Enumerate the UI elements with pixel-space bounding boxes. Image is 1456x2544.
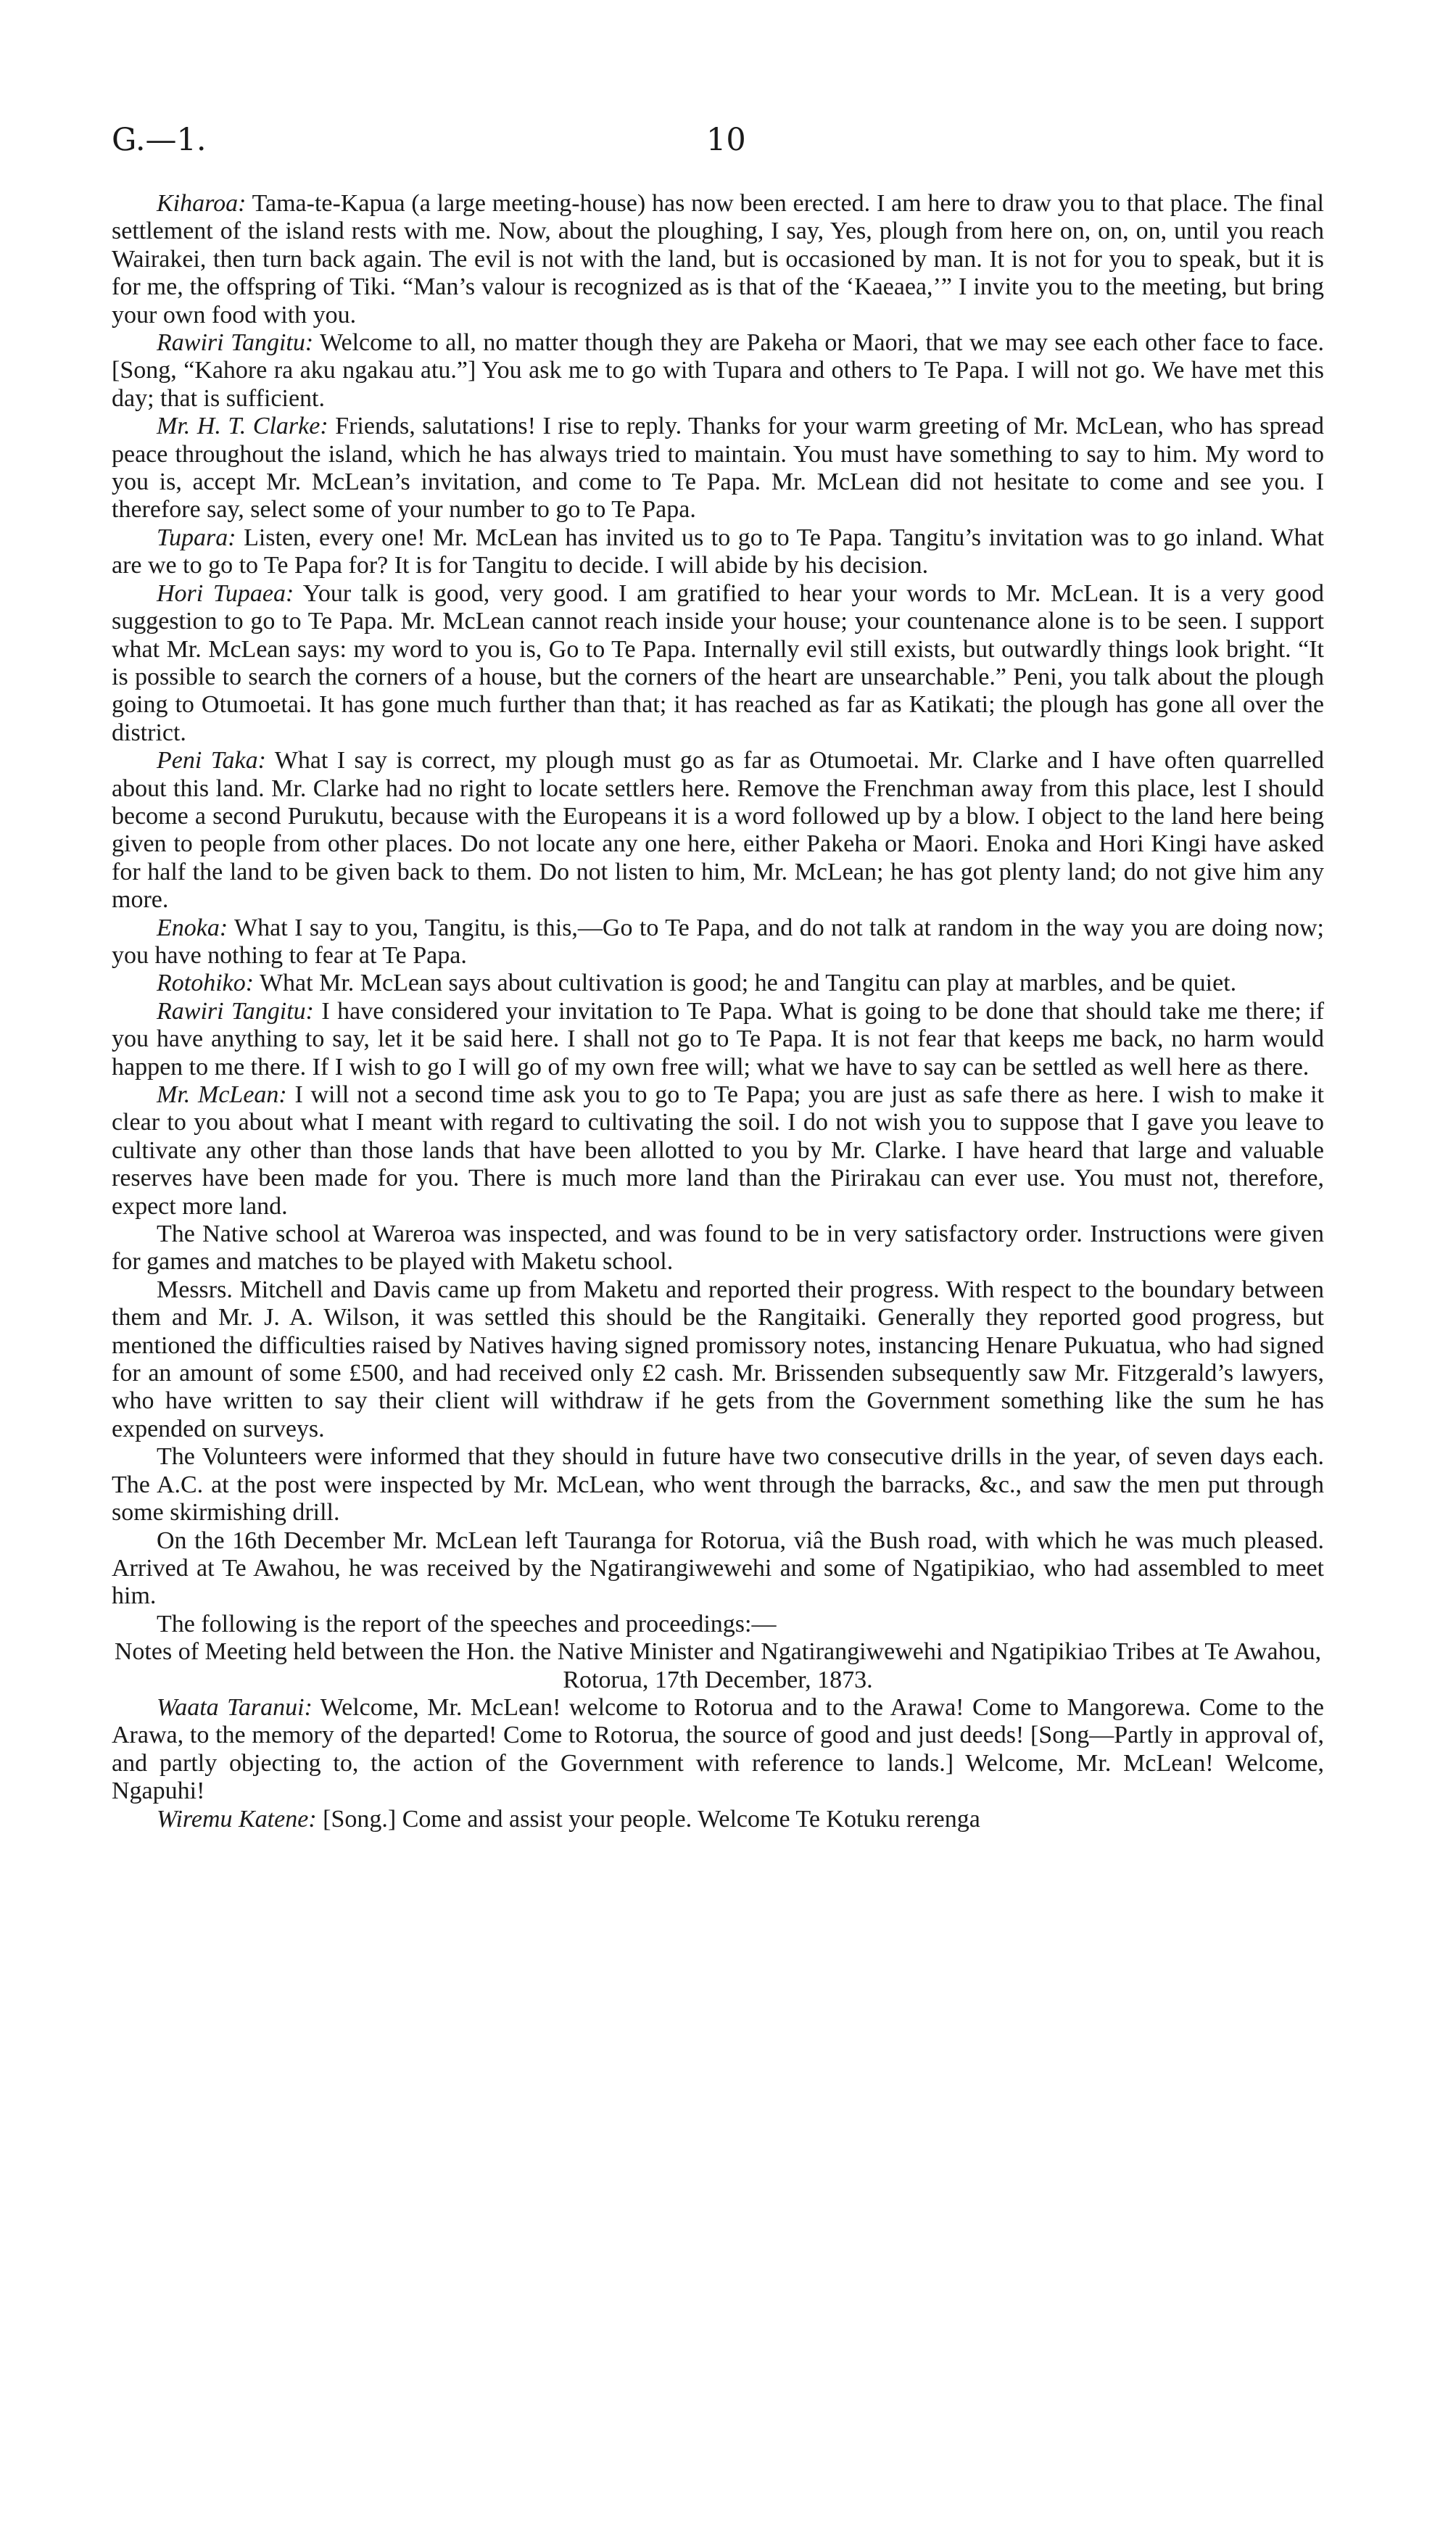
paragraph-text: The Native school at Wareroa was inspected, and was found to be in very satisfactory order. Instructions were given for games and matches to be played with Maketu school. [112,1221,1324,1276]
paragraph [112,914,1324,970]
paragraph [112,998,1324,1081]
notes-heading: Notes of Meeting held between the Hon. the Native Minister and Ngatirangiwewehi and Ngatipikiao Tribes at Te Awahou, Rotorua, 17th December, 1873. [114,1638,1322,1693]
speaker-name: Kiharoa: [157,190,247,217]
page-header [112,122,1330,165]
paragraph [112,1081,1324,1221]
paragraph [112,1443,1324,1527]
paragraph [112,970,1324,997]
page-number: 10 [706,122,746,158]
paragraph [112,747,1324,914]
document-reference: G.—1. [112,122,207,158]
paragraph [112,1611,1324,1638]
paragraph-text: Listen, every one! Mr. McLean has invited us to go to Te Papa. Tangitu’s invitation was to go inland. What are we to go to Te Papa for? It is for Tangitu to decide. I will abide by his decision. [112,524,1324,579]
paragraph [112,329,1324,413]
speaker-name: Mr. H. T. Clarke: [157,413,328,440]
paragraph-text: Welcome, Mr. McLean! welcome to Rotorua and to the Arawa! Come to Mangorewa. Come to the Arawa, to the memory of the departed! Come to Rotorua, the source of good and just deeds! [Song—Partly in approval of, and partly objecting to, the action of the Government with reference to lands.] Welcome, Mr. McLean! Welcome, Ngapuhi! [112,1693,1324,1805]
speaker-name: Rotohiko: [157,970,255,997]
speaker-name: Hori Tupaea: [157,579,294,607]
speaker-name: Rawiri Tangitu: [157,329,314,357]
paragraph-text: Your talk is good, very good. I am gratified to hear your words to Mr. McLean. It is a very good suggestion to go to Te Papa. Mr. McLean cannot reach inside your house; your countenance alone is to be seen. I support what Mr. McLean says: my word to you is, Go to Te Papa. Internally evil still exists, but outwardly things look bright. “It is possible to search the corners of a house, but the corners of the heart are unsearchable.” Peni, you talk about the plough going to Otumoetai. It has gone much further than that; it has reached as far as Katikati; the plough has gone all over the district. [112,579,1324,746]
paragraph [112,190,1324,329]
paragraph-text: What I say to you, Tangitu, is this,—Go to Te Papa, and do not talk at random in the way you are doing now; you have nothing to fear at Te Papa. [112,914,1324,969]
speaker-name: Waata Taranui: [157,1693,313,1721]
paragraph-text: The following is the report of the speeches and proceedings:— [157,1610,777,1638]
speaker-name: Rawiri Tangitu: [157,997,314,1025]
paragraph-text: Welcome to all, no matter though they are Pakeha or Maori, that we may see each other face to face. [Song, “Kahore ra aku ngakau atu.”] You ask me to go with Tupara and others to Te Papa. I will not go. We have met this day; that is sufficient. [112,329,1325,412]
paragraph-text: Friends, salutations! I rise to reply. Thanks for your warm greeting of Mr. McLean, who has spread peace throughout the island, which he has always tried to maintain. You must have something to say to him. My word to you is, accept Mr. McLean’s invitation, and come to Te Papa. Mr. McLean did not hesitate to come and see you. I therefore say, select some of your number to go to Te Papa. [112,413,1325,524]
speaker-name: Peni Taka: [157,747,266,775]
speaker-name: Tupara: [157,524,236,551]
paragraph-text: What Mr. McLean says about cultivation is good; he and Tangitu can play at marbles, and be quiet. [259,970,1237,997]
paragraph-text: What I say is correct, my plough must go as far as Otumoetai. Mr. Clarke and I have often quarrelled about this land. Mr. Clarke had no right to locate settlers here. Remove the Frenchman away from this place, lest I should become a second Purukutu, because with the Europeans it is a word followed up by a blow. I object to the land here being given to people from other places. Do not locate any one here, either Pakeha or Maori. Enoka and Hori Kingi have asked for half the land to be given back to them. Do not listen to him, Mr. McLean; he has got plenty land; do not give him any more. [112,747,1324,914]
paragraph-text: Messrs. Mitchell and Davis came up from Maketu and reported their progress. With respect to the boundary between them and Mr. J. A. Wilson, it was settled this should be the Rangitaiki. Generally they reported good progress, but mentioned the difficulties raised by Natives having signed promissory notes, instancing Henare Pukuatua, who had signed for an amount of some £500, and had received only £2 cash. Mr. Brissenden subsequently saw Mr. Fitzgerald’s lawyers, who have written to say their client will withdraw if he gets from the Government something like the sum he has expended on surveys. [112,1276,1324,1442]
paragraph [112,580,1324,747]
paragraph-text: The Volunteers were informed that they should in future have two consecutive drills in the year, of seven days each. The A.C. at the post were inspected by Mr. McLean, who went through the barracks, &c., and saw the men put through some skirmishing drill. [112,1443,1324,1527]
paragraph-text: [Song.] Come and assist your people. Welcome Te Kotuku rerenga [323,1805,980,1833]
paragraph [112,524,1324,580]
speaker-name: Mr. McLean: [157,1081,287,1108]
paragraph [112,413,1324,524]
paragraph-text: Tama-te-Kapua (a large meeting-house) has now been erected. I am here to draw you to that place. The final settlement of the island rests with me. Now, about the ploughing, I say, Yes, plough from here on, on, on, until you reach Wairakei, then turn back again. The evil is not with the land, but is occasioned by man. It is not for you to speak, but it is for me, the offspring of Tiki. “Man’s valour is recognized as is that of the ‘Kaeaea,’” I invite you to the meeting, but bring your own food with you. [112,190,1325,329]
paragraph [112,1527,1324,1611]
speaker-name: Enoka: [157,914,228,941]
paragraph-text: I have considered your invitation to Te Papa. What is going to be done that should take me there; if you have anything to say, let it be said here. I shall not go to Te Papa. It is not fear that keeps me back, no harm would happen to me there. If I wish to go I will go of my own free will; what we have to say can be settled as well here as there. [112,997,1325,1081]
paragraph-text: On the 16th December Mr. McLean left Tauranga for Rotorua, viâ the Bush road, with which he was much pleased. Arrived at Te Awahou, he was received by the Ngatirangiwewehi and some of Ngatipikiao, who had assembled to meet him. [112,1527,1324,1610]
paragraph [112,1276,1324,1443]
paragraph [112,1221,1324,1276]
paragraph [112,1806,1324,1833]
body-text [112,190,1324,1833]
paragraph [112,1694,1324,1806]
paragraph-text: I will not a second time ask you to go to Te Papa; you are just as safe there as here. I wish to make it clear to you about what I meant with regard to cultivating the soil. I do not wish you to suppose that I gave you leave to cultivate any other than those lands that have been allotted to you by Mr. Clarke. I have heard that large and valuable reserves have been made for you. There is much more land than the Pirirakau can ever use. You must not, therefore, expect more land. [112,1081,1324,1220]
speaker-name: Wiremu Katene: [157,1805,317,1833]
